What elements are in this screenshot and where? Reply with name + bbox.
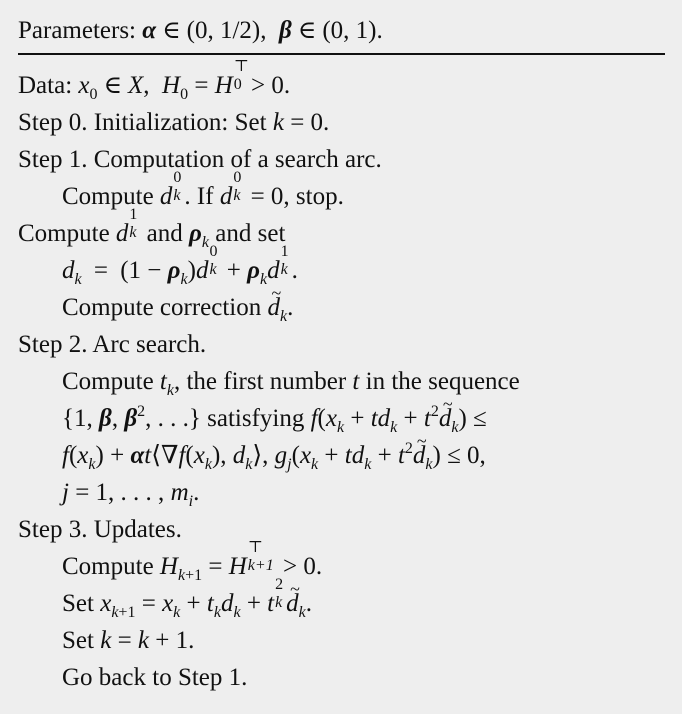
step-0-label: Step 0. Initialization: Set [18, 109, 267, 136]
beta-range: (0, 1). [322, 17, 383, 44]
compute-label: Compute [62, 183, 154, 210]
if-label: . If [184, 183, 214, 210]
step-2-line-4: j = 1, . . . , $m_i$. [62, 479, 200, 510]
step-1-compute-d0: Compute d 0 k . If d 0 k = 0, stop. [62, 169, 344, 210]
step-2-heading: Step 2. Arc search. [18, 331, 207, 358]
alpha-range: (0, 1/2), [186, 17, 267, 44]
step-0-line: Step 0. Initialization: Set k = 0. [18, 109, 330, 136]
compute-correction-label: Compute correction [62, 294, 262, 321]
compute-label: Compute [18, 220, 110, 247]
data-label: Data: [18, 72, 73, 99]
and-set-label: and set [215, 220, 286, 247]
step-1-heading: Step 1. Computation of a search arc. [18, 146, 382, 173]
step-3-line-3: Set k = k + 1. [62, 627, 195, 654]
step-3-heading: Step 3. Updates. [18, 516, 182, 543]
data-line: Data: $x_0$ ∈ X, $H_0 = H$ ⊤ 0 > 0. [18, 58, 291, 103]
step-1-correction: Compute correction ~ $d_k$. [62, 293, 293, 323]
header-rule [18, 53, 665, 55]
parameters-line: Parameters: α ∈ (0, 1/2), β ∈ (0, 1). [18, 17, 383, 44]
stop-condition: = 0, stop. [250, 183, 344, 210]
alpha-symbol: α [142, 17, 157, 44]
step-1-compute-d1: Compute d 1 k and $\rho_k$ and set [18, 206, 286, 251]
step-2-line-1: Compute $t_k$, the first number t in the sequence [62, 368, 520, 399]
step-3-line-2: Set $x_{k+1} = x_k + t_kd_k + t$ 2 k ~ $d_k$. [62, 589, 312, 619]
and-label: and [146, 220, 183, 247]
step-3-line-4: Go back to Step 1. [62, 664, 248, 691]
step-2-line-3: $f(x_k)$ + $\alpha t⟨\nabla f(x_k)$, $d_k⟩$, $g_j(x_k + td_k$ + $t^2\sim$ $d_k) \le 0$, [62, 441, 486, 471]
step-2-line-2: {1, β, $\beta^2$, . . .} satisfying $f(x_k + td_k$ + $t^2\sim$ $d_k$) ≤ [62, 404, 487, 434]
step-3-line-1: Compute $H_{k+1} = H$ ⊤ k+1 > 0. [62, 539, 323, 584]
beta-symbol: β [278, 17, 292, 44]
step-1-dk-formula: $d_k = (1 - \rho_k)d$ 0 k + $\rho_kd$ 1 k . [62, 243, 298, 288]
parameters-label: Parameters: [18, 17, 137, 44]
